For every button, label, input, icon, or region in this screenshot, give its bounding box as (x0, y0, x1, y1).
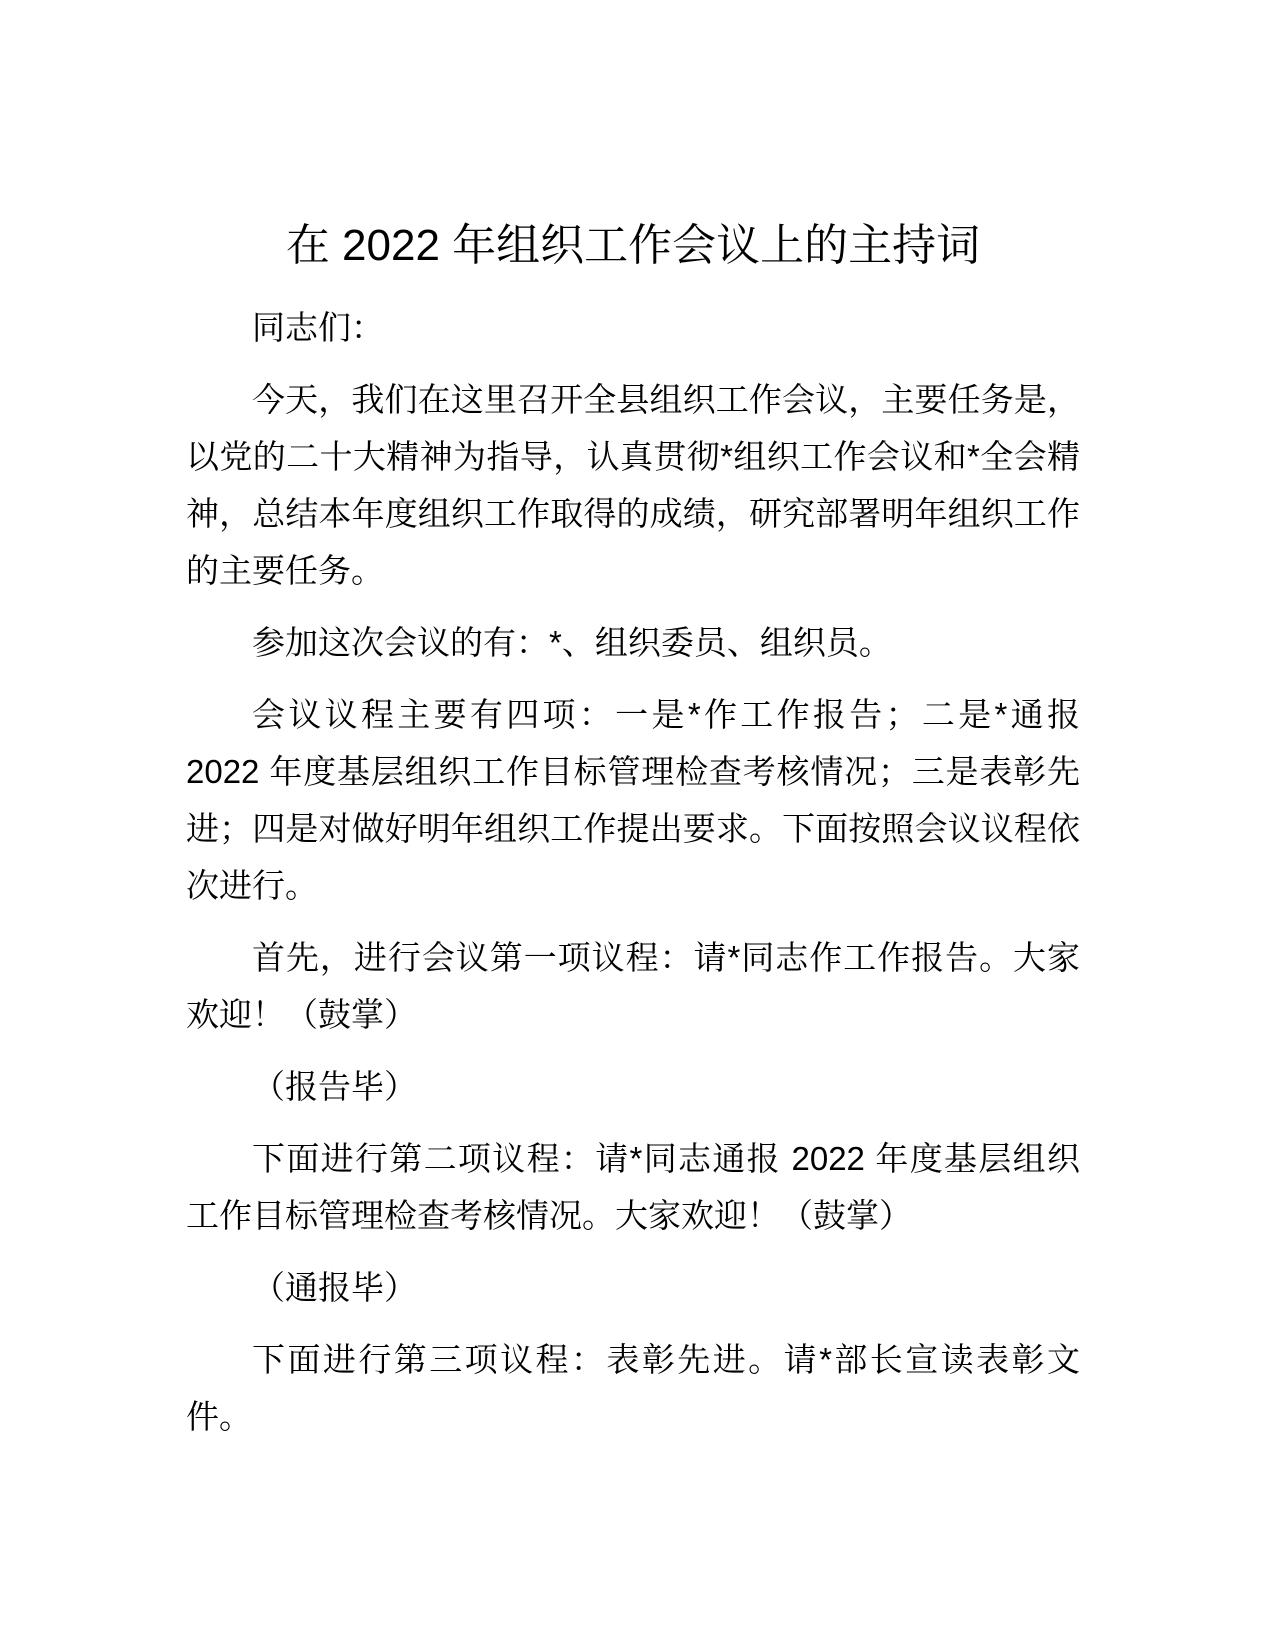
paragraph: 会议议程主要有四项：一是*作工作报告；二是*通报 2022 年度基层组织工作目标管理检查考核情况；三是表彰先进；四是对做好明年组织工作提出要求。下面按照会议议程依次进行。 (186, 696, 1080, 904)
paragraph: （通报毕） (252, 1269, 417, 1306)
document-body (186, 299, 1080, 1445)
paragraph: 首先，进行会议第一项议程：请*同志作工作报告。大家欢迎！（鼓掌） (186, 939, 1080, 1033)
document-title: 在 2022 年组织工作会议上的主持词 (285, 221, 981, 270)
paragraph: （报告毕） (252, 1068, 417, 1105)
paragraph: 今天，我们在这里召开全县组织工作会议，主要任务是，以党的二十大精神为指导，认真贯彻*组织工作会议和*全会精神，总结本年度组织工作取得的成绩，研究部署明年组织工作的主要任务。 (186, 381, 1080, 589)
paragraph: 下面进行第三项议程：表彰先进。请*部长宣读表彰文件。 (186, 1341, 1080, 1435)
paragraph: 下面进行第二项议程：请*同志通报 2022 年度基层组织工作目标管理检查考核情况。大家欢迎！（鼓掌） (186, 1140, 1080, 1234)
paragraph: 参加这次会议的有：*、组织委员、组织员。 (252, 624, 892, 661)
paragraph: 同志们： (252, 309, 384, 346)
document-text-block (186, 208, 1080, 1445)
